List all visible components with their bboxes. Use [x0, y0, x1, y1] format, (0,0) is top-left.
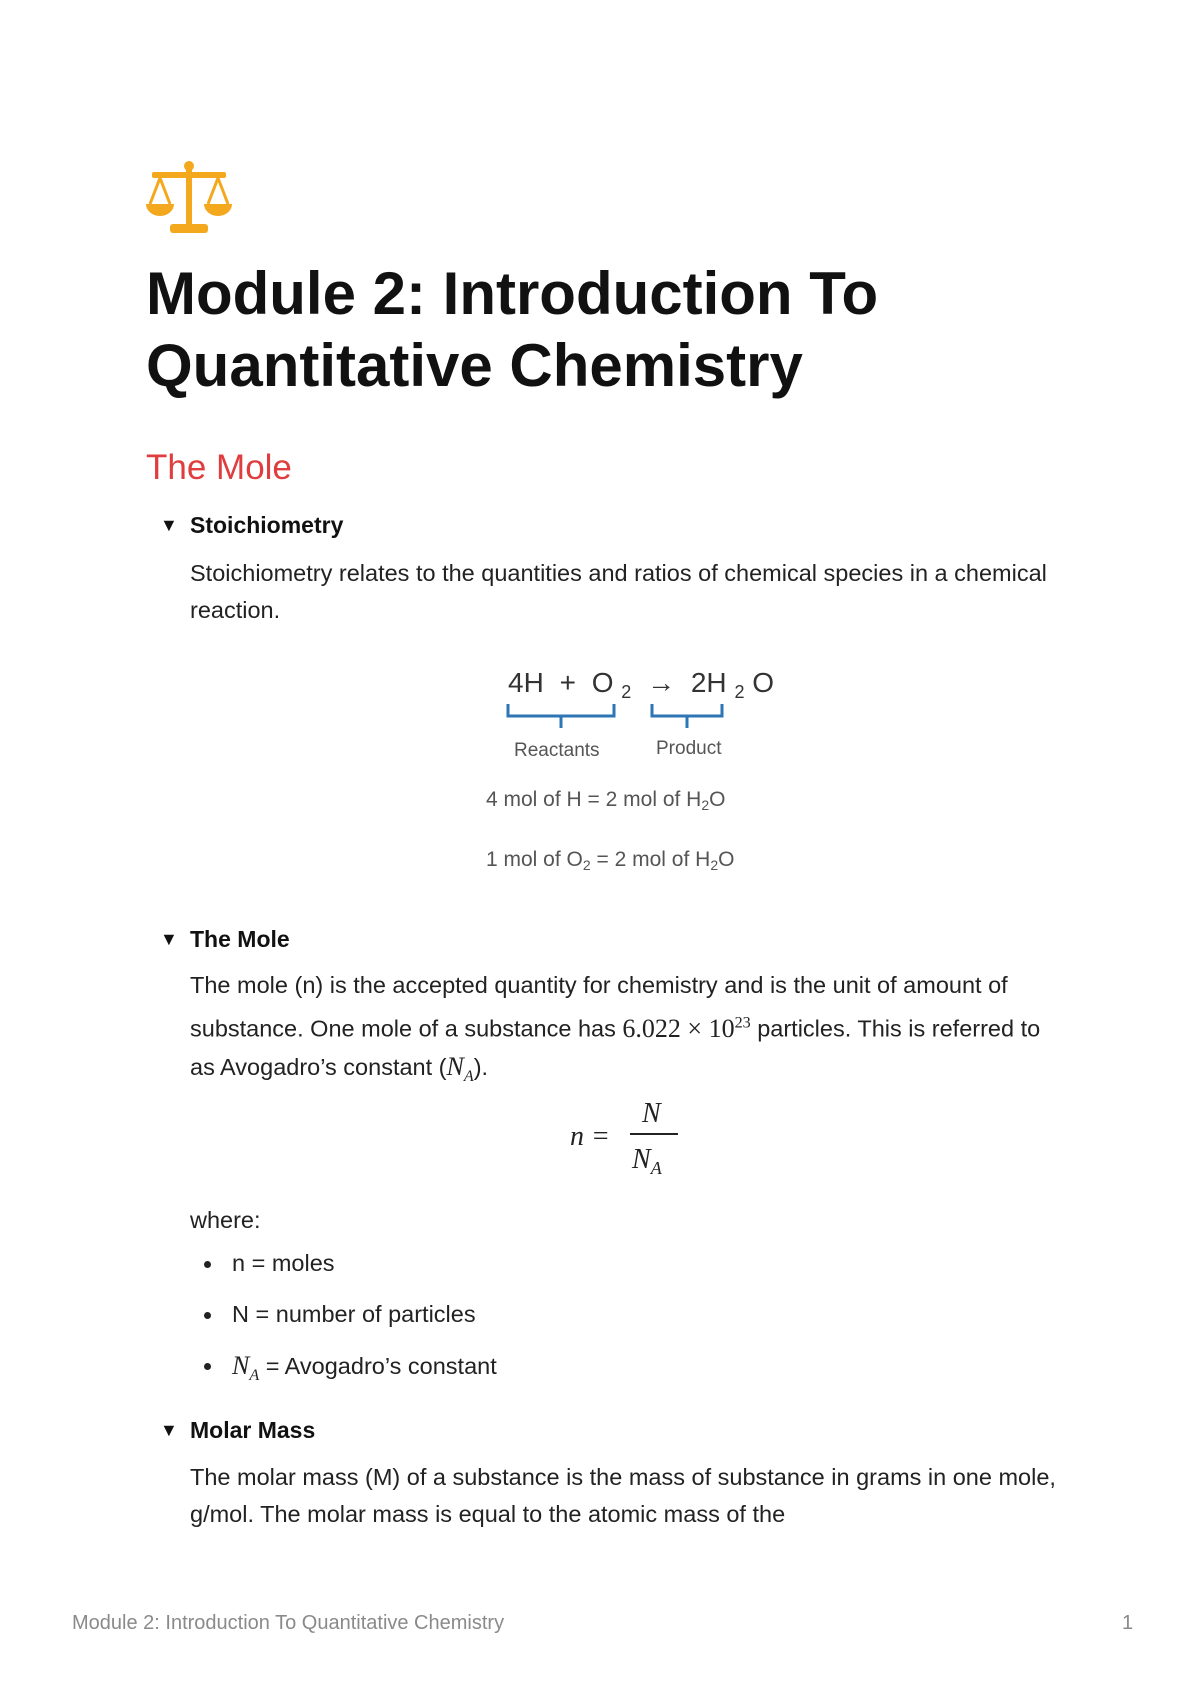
reactants-bracket	[508, 704, 614, 728]
list-item: n = moles	[190, 1245, 497, 1296]
list-item: $N_A$ = Avogadro’s constant	[190, 1347, 497, 1398]
triangle-down-icon: ▼	[160, 515, 178, 535]
svg-text:4H + O 2 →: 4H + O $_2$ → 2H $_2$ O	[508, 667, 775, 702]
toggle-the-mole[interactable]	[160, 924, 290, 954]
balance-scale-icon	[146, 160, 232, 240]
triangle-down-icon: ▼	[160, 1420, 178, 1440]
avogadro-value: $6.022 \times 10^{23}$	[622, 1013, 751, 1043]
page-number: 1	[1122, 1612, 1134, 1634]
mol-ratio-2: 1 mol of O2 = 2 mol of H2O	[486, 848, 735, 873]
svg-text:N: N	[642, 1098, 661, 1129]
toggle-molar-mass[interactable]	[160, 1415, 315, 1445]
molar-mass-text: The molar mass (M) of a substance is the mass of substance in grams in one mole, g/mol. The molar mass is equal to the atomic mass of the	[190, 1464, 1056, 1527]
toggle-label: Molar Mass	[190, 1417, 316, 1443]
svg-text:n =: n =	[570, 1121, 610, 1152]
list-item: N = number of particles	[190, 1296, 497, 1347]
mole-variable-list	[190, 1245, 497, 1398]
where-label: where:	[190, 1207, 261, 1233]
triangle-down-icon: ▼	[160, 929, 178, 949]
svg-text:NA: $N_A$	[632, 1144, 662, 1178]
eq-h: 4H	[508, 667, 544, 698]
product-bracket	[652, 704, 722, 728]
page-title: Module 2: Introduction To Quantitative Chemistry	[146, 260, 879, 399]
reactants-label: Reactants	[514, 740, 600, 761]
mole-formula	[560, 1090, 690, 1180]
reaction-figure	[480, 662, 780, 882]
section-heading-the-mole: The Mole	[146, 448, 292, 487]
stoichiometry-text: Stoichiometry relates to the quantities and ratios of chemical species in a chemical reaction.	[190, 560, 1047, 623]
mole-text: The mole (n) is the accepted quantity for chemistry and is the unit of amount of substance. One mole of a substance has $6.022 \times 10^{23}$ particles. This is referred to as Avogadro’s constant $(N_A)$.	[190, 972, 1041, 1085]
footer-title: Module 2: Introduction To Quantitative Chemistry	[72, 1612, 505, 1634]
product-label: Product	[656, 738, 722, 759]
toggle-label: Stoichiometry	[190, 512, 344, 538]
mol-ratio-1: 4 mol of H = 2 mol of H2O	[486, 788, 726, 813]
toggle-stoichiometry[interactable]	[160, 510, 343, 540]
toggle-label: The Mole	[190, 926, 290, 952]
